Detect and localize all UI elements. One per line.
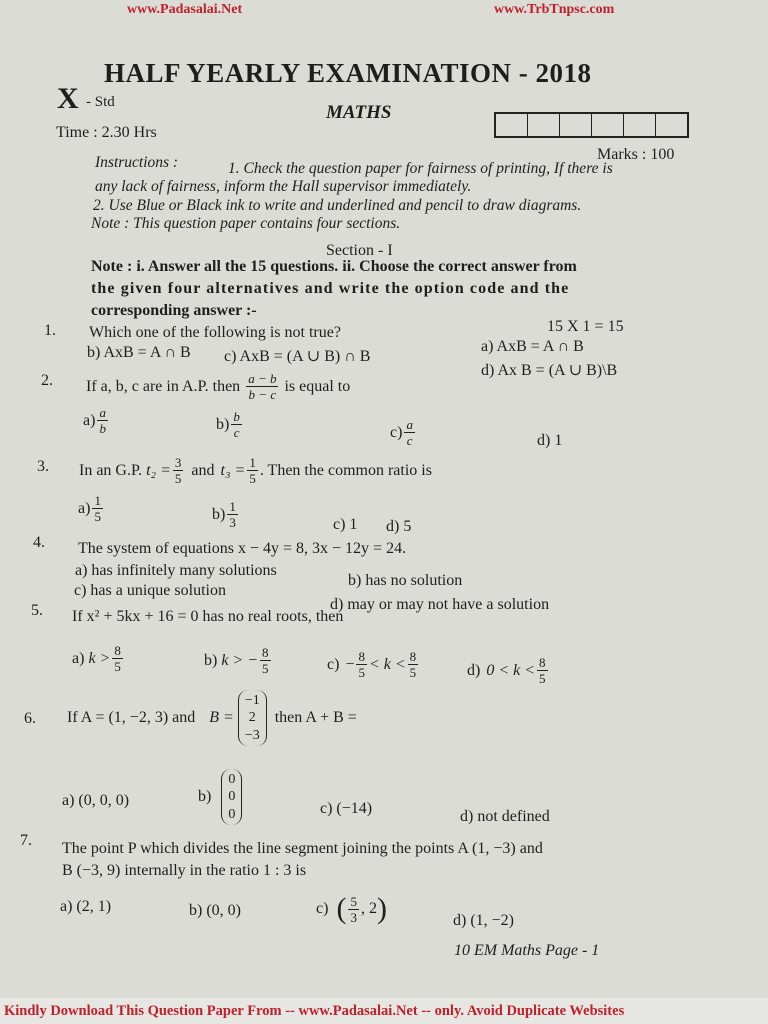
q2-b-num: b: [233, 409, 240, 424]
q2-option-a-label: a): [83, 411, 96, 429]
q2-a-num: a: [99, 405, 106, 420]
q2-option-b: [216, 410, 244, 439]
q2-c-num: a: [406, 417, 413, 432]
q3-b-den: 3: [229, 515, 236, 530]
q5-c-pre: −: [345, 655, 355, 673]
q5-c-den-1: 5: [358, 665, 365, 680]
q6-b-label: B =: [209, 709, 234, 726]
q7-paren-open: (: [336, 892, 347, 925]
q2-option-a-frac: [97, 406, 108, 435]
q1-number: 1.: [44, 322, 56, 339]
q3-t2-frac: [173, 456, 184, 485]
q2-fraction: [246, 372, 278, 401]
q6-zero-entry: 0: [228, 789, 236, 805]
q2-text-post: is equal to: [284, 377, 351, 395]
q5-c-frac-1: [356, 650, 367, 679]
q3-number: 3.: [37, 458, 49, 475]
q5-d-den: 5: [539, 671, 546, 686]
instruction-note: Note : This question paper contains four sections.: [91, 215, 401, 232]
q5-option-d-label: d): [467, 661, 481, 679]
q2-number: 2.: [41, 372, 53, 389]
q7-option-a: a) (2, 1): [60, 898, 112, 915]
q6-zero-entry: 0: [228, 771, 236, 787]
q2-b-den: c: [233, 425, 240, 440]
exam-marks: Marks : 100: [597, 146, 675, 163]
q5-a-frac: [112, 644, 123, 673]
q3-b-num: 1: [229, 499, 236, 514]
q1-option-d: d) Ax B = (A ∪ B)\B: [481, 362, 618, 379]
q2-option-b-label: b): [216, 415, 230, 433]
q7-option-d: d) (1, −2): [453, 912, 515, 929]
instruction-line-3: 2. Use Blue or Black ink to write and underlined and pencil to draw diagrams.: [93, 197, 582, 214]
q5-b-pre: k > −: [221, 651, 259, 669]
section-note-2: the given four alternatives and write the option code and the: [91, 280, 570, 297]
regno-box: [592, 114, 624, 136]
q3-option-c: c) 1: [333, 516, 358, 533]
q5-d-pre: 0 < k <: [486, 661, 536, 679]
q7-option-c: [316, 894, 387, 924]
q5-option-c: [327, 650, 420, 679]
instruction-line-2: any lack of fairness, inform the Hall supervisor immediately.: [95, 178, 472, 195]
q2-option-b-frac: [231, 410, 242, 439]
q4-option-d: d) may or may not have a solution: [330, 596, 550, 613]
q6-zero-matrix: [221, 769, 242, 826]
q6-text: [67, 684, 357, 752]
q7-paren-close: ): [376, 892, 387, 925]
standard-suffix: - Std: [86, 94, 115, 110]
q6-number: 6.: [24, 710, 36, 727]
q6-matrix-entry: 2: [248, 710, 256, 726]
q5-option-a: [72, 644, 125, 673]
q3-option-b-frac: [227, 500, 238, 529]
q5-option-d: [467, 656, 550, 685]
q3-t3: t₃ =: [220, 461, 246, 479]
q5-option-c-label: c): [327, 655, 340, 673]
q3-t3-num: 1: [249, 455, 256, 470]
q4-option-a: a) has infinitely many solutions: [75, 562, 277, 579]
q3-option-a: [78, 494, 105, 523]
q5-a-den: 5: [114, 659, 121, 674]
q5-c-den-2: 5: [409, 665, 417, 680]
q7-c-den: 3: [350, 909, 357, 925]
q3-option-b: [212, 500, 240, 529]
q5-b-frac: [260, 646, 271, 675]
q1-option-b: b) AxB = A ∩ B: [87, 344, 191, 361]
q5-d-frac: [537, 656, 548, 685]
subject-title: MATHS: [326, 102, 392, 123]
q3-option-a-frac: [92, 494, 103, 523]
section-note-3: corresponding answer :-: [91, 302, 257, 319]
q5-c-frac-2: [408, 650, 419, 679]
exam-time: Time : 2.30 Hrs: [56, 124, 157, 141]
q5-b-num: 8: [262, 645, 269, 660]
q5-option-b-label: b): [204, 651, 218, 669]
q6-matrix-entry: −3: [244, 727, 260, 743]
q6-text-post: then A + B =: [274, 709, 357, 726]
page-footer: 10 EM Maths Page - 1: [454, 942, 600, 959]
q5-c-num-2: 8: [409, 649, 417, 664]
section-note-1: Note : i. Answer all the 15 questions. ii. Choose the correct answer from: [91, 258, 577, 275]
q2-option-c-frac: [404, 418, 415, 447]
q5-c-mid: < k <: [368, 655, 406, 673]
q2-text: [86, 372, 350, 401]
q1-text: Which one of the following is not true?: [89, 324, 341, 341]
q7-number: 7.: [20, 832, 32, 849]
regno-box: [496, 114, 528, 136]
q6-matrix-entry: −1: [244, 692, 260, 708]
q5-number: 5.: [31, 602, 43, 619]
q5-text: If x² + 5kx + 16 = 0 has no real roots, then: [72, 608, 344, 625]
q3-t3-den: 5: [249, 471, 256, 486]
q1-option-a: a) AxB = A ∩ B: [481, 338, 584, 355]
q3-t3-frac: [247, 456, 258, 485]
q7-line-2: B (−3, 9) internally in the ratio 1 : 3 is: [62, 862, 307, 879]
q4-text: The system of equations x − 4y = 8, 3x − 12y = 24.: [78, 540, 407, 557]
q6-option-b: [198, 760, 242, 834]
q6-matrix-b: [238, 690, 267, 747]
q6-option-a: a) (0, 0, 0): [62, 792, 130, 809]
q5-option-b: [204, 646, 273, 675]
q7-c-num: 5: [350, 893, 357, 909]
q6-text-pre: If A = (1, −2, 3) and: [67, 709, 196, 726]
q7-option-b: b) (0, 0): [189, 902, 241, 919]
q5-c-num-1: 8: [358, 649, 365, 664]
regno-box: [528, 114, 560, 136]
q3-a-den: 5: [94, 509, 101, 524]
q5-a-pre: k >: [88, 649, 111, 667]
section-title: Section - I: [326, 242, 393, 259]
q2-c-den: c: [406, 433, 413, 448]
q1-option-c: c) AxB = (A ∪ B) ∩ B: [224, 348, 371, 365]
q4-option-b: b) has no solution: [348, 572, 463, 589]
q3-option-a-label: a): [78, 499, 91, 517]
q7-line-1: The point P which divides the line segment joining the points A (1, −3) and: [62, 840, 543, 857]
q3-text-pre: In an G.P.: [79, 461, 143, 479]
q4-option-c: c) has a unique solution: [74, 582, 226, 599]
header-link-padasalai[interactable]: www.Padasalai.Net: [127, 2, 243, 17]
regno-box: [656, 114, 687, 136]
q7-option-c-label: c): [316, 900, 329, 917]
instruction-line-1: 1. Check the question paper for fairness of printing, If there is: [228, 160, 613, 177]
q5-option-a-label: a): [72, 649, 85, 667]
header-link-trbtnpsc[interactable]: www.TrbTnpsc.com: [494, 2, 615, 17]
q3-t2: t₂ =: [146, 461, 171, 479]
q7-c-frac: [348, 895, 359, 924]
q2-text-pre: If a, b, c are in A.P. then: [86, 377, 241, 395]
download-banner[interactable]: Kindly Download This Question Paper From -- www.Padasalai.Net -- only. Avoid Duplicate Websites: [0, 998, 768, 1024]
q4-number: 4.: [33, 534, 45, 551]
q2-option-c: [390, 418, 417, 447]
q5-b-den: 5: [262, 661, 269, 676]
q3-text: [79, 456, 432, 485]
q3-and: and: [191, 461, 215, 479]
q3-option-d: d) 5: [386, 518, 412, 535]
q7-c-post: , 2: [360, 900, 377, 917]
q2-option-a: [83, 406, 110, 435]
q3-a-num: 1: [94, 493, 101, 508]
q2-fraction-num: a − b: [248, 371, 277, 386]
q6-option-c: c) (−14): [320, 800, 373, 817]
q6-option-d: d) not defined: [460, 808, 550, 825]
exam-title: HALF YEARLY EXAMINATION - 2018: [104, 58, 592, 88]
regno-box: [624, 114, 656, 136]
q5-d-num: 8: [539, 655, 546, 670]
q6-zero-entry: 0: [228, 806, 236, 822]
q3-t2-den: 5: [174, 471, 182, 486]
q3-option-b-label: b): [212, 505, 226, 523]
q2-option-d: d) 1: [537, 432, 563, 449]
q2-option-c-label: c): [390, 423, 403, 441]
q2-a-den: b: [99, 421, 106, 436]
register-number-boxes: [494, 112, 689, 138]
q5-a-num: 8: [114, 643, 121, 658]
q6-option-b-label: b): [198, 788, 212, 805]
q3-t2-num: 3: [174, 455, 182, 470]
q2-fraction-den: b − c: [248, 387, 277, 402]
instructions-label: Instructions :: [95, 154, 179, 171]
q3-text-post: . Then the common ratio is: [259, 461, 432, 479]
regno-box: [560, 114, 592, 136]
standard-label: X: [57, 82, 79, 115]
section-marks: 15 X 1 = 15: [547, 318, 624, 335]
